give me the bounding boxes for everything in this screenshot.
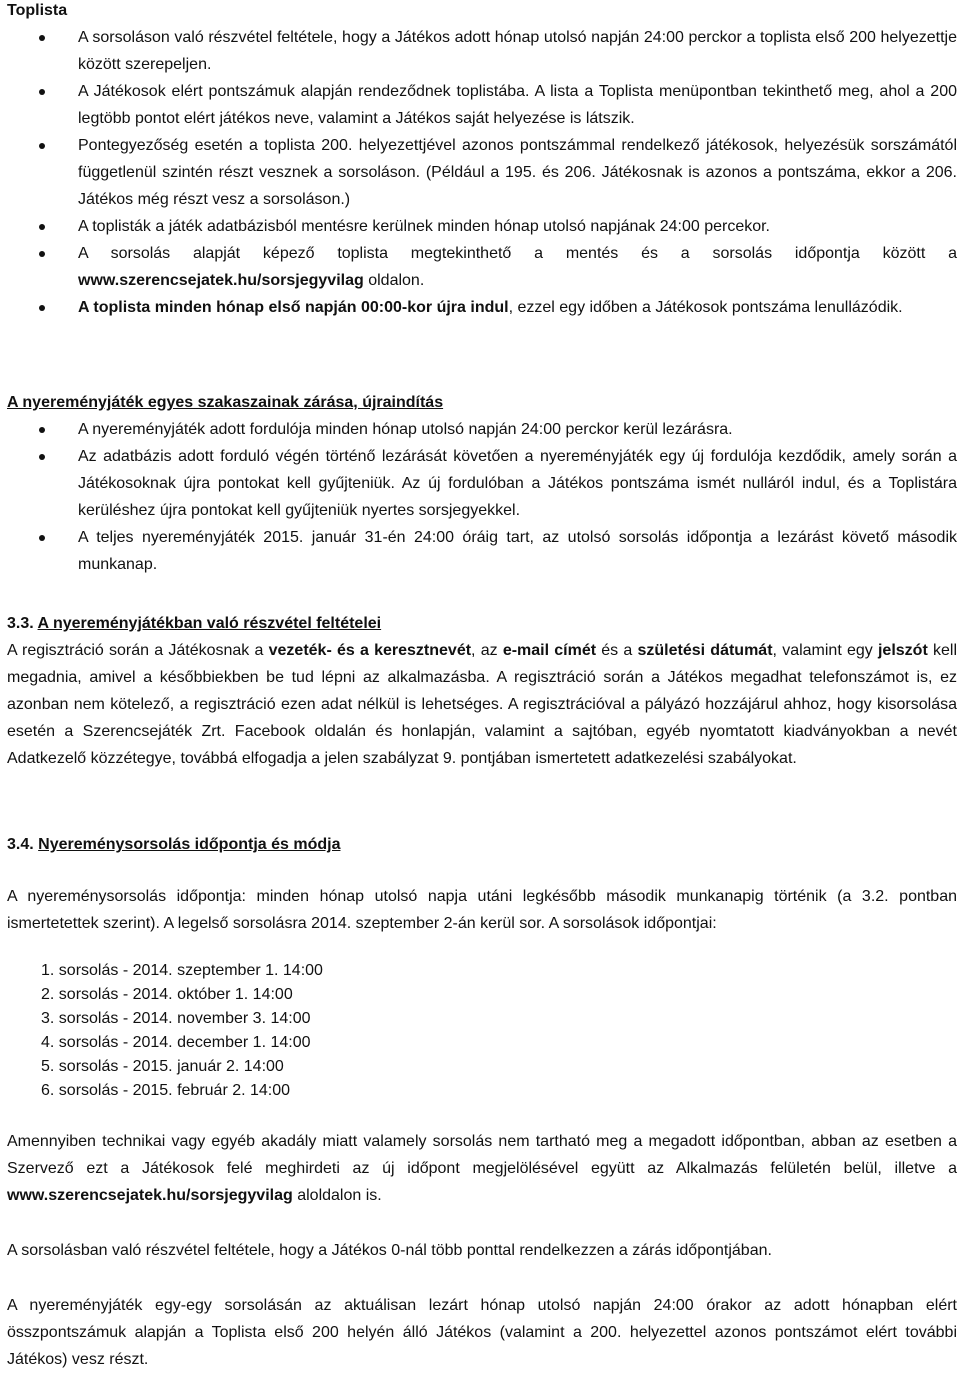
bullet-icon <box>39 143 45 149</box>
closing-section <box>7 389 957 578</box>
list-item: 1. sorsolás - 2014. szeptember 1. 14:00 <box>41 962 323 979</box>
list-item-text: Az adatbázis adott forduló végén történő lezárását követően a nyereményjáték egy új fordulója kezdődik, amely során a Játékosoknak újra pontokat kell gyűjteniük. Az új fordulóban a Játékos pontszáma ismét nulláról indul, és a Toplistára kerüléshez újra pontokat kell gyűjteniük nyertes sorsjegyekkel. <box>78 448 957 519</box>
bullet-icon <box>39 35 45 41</box>
list-item <box>7 78 957 132</box>
list-item <box>7 524 957 578</box>
section-3-3 <box>7 610 957 772</box>
toplista-section <box>7 0 957 321</box>
bullet-icon <box>39 251 45 257</box>
section-heading: Toplista <box>7 2 68 19</box>
text: aloldalon is. <box>292 1187 382 1204</box>
section-heading <box>7 610 957 637</box>
bullet-icon <box>39 427 45 433</box>
list-item-text: A sorsoláson való részvétel feltétele, hogy a Játékos adott hónap utolsó napján 24:00 perckor a toplista első 200 helyezettje között szerepeljen. <box>78 29 957 73</box>
list-item: 6. sorsolás - 2015. február 2. 14:00 <box>41 1082 291 1099</box>
text: , az <box>471 642 503 659</box>
text: , valamint egy <box>772 642 878 659</box>
text: kell megadnia, amivel a későbbiekben be tud lépni az alkalmazásba. A regisztráció során a Játékos megadhat telefonszámot is, ez azonban nem kötelező, a regisztráció ezen adat nélkül is lehetséges. A regisztrációval a pályázó hozzájárul ahhoz, hogy kisorsolása esetén a Szerencsejáték Zrt. Facebook oldalán és honlapján, valamint a sajtóban, egyéb nyomtatott kiadványokban a nevét Adatkezelő közzétegye, továbbá elfogadja a jelen szabályzat 9. pontjában ismertetett adatkezelési szabályokat. <box>7 642 957 767</box>
text: és a <box>596 642 638 659</box>
list-item <box>7 416 957 443</box>
list-item <box>7 443 957 524</box>
list-item-text: oldalon. <box>363 272 425 289</box>
text: A regisztráció során a Játékosnak a <box>7 642 269 659</box>
sorsjegyvilag-link[interactable]: www.szerencsejatek.hu/sorsjegyvilag <box>78 272 364 289</box>
section-title: Nyereménysorsolás időpontja és módja <box>38 836 341 853</box>
bullet-icon <box>39 305 45 311</box>
list-item <box>7 132 957 213</box>
list-item-text: A teljes nyereményjáték 2015. január 31-én 24:00 óráig tart, az utolsó sorsolás időpontja a lezárást követő második munkanap. <box>78 529 957 573</box>
paragraph: A sorsolásban való részvétel feltétele, hogy a Játékos 0-nál több ponttal rendelkezzen a zárás időpontjában. <box>7 1242 772 1259</box>
bullet-icon <box>39 224 45 230</box>
list-item-text: A nyereményjáték adott fordulója minden hónap utolsó napján 24:00 perckor kerül lezárásra. <box>78 421 733 438</box>
section-heading: A nyereményjáték egyes szakaszainak zárása, újraindítás <box>7 394 444 411</box>
section-number: 3.3. <box>7 615 34 632</box>
bullet-icon <box>39 535 45 541</box>
list-item-text: A Játékosok elért pontszámuk alapján rendeződnek toplistába. A lista a Toplista menüpontban tekinthető meg, ahol a 200 legtöbb pontot elért játékos neve, valamint a Játékos saját helyezése is látszik. <box>78 83 957 127</box>
bold-text: vezeték- és a keresztnevét <box>268 642 472 659</box>
section-number: 3.4. <box>7 836 34 853</box>
sorsjegyvilag-link[interactable]: www.szerencsejatek.hu/sorsjegyvilag <box>7 1187 293 1204</box>
list-item-text: A sorsolás alapját képező toplista megtekinthető a mentés és a sorsolás időpontja között a <box>78 245 957 262</box>
list-item <box>7 213 957 240</box>
section-title: A nyereményjátékban való részvétel feltételei <box>37 615 382 632</box>
paragraph <box>7 637 957 772</box>
section-heading <box>7 831 957 858</box>
list-item: 2. sorsolás - 2014. október 1. 14:00 <box>41 986 293 1003</box>
bold-text: A toplista minden hónap első napján 00:00-kor újra indul <box>78 299 509 316</box>
list-item-text: Pontegyezőség esetén a toplista 200. helyezettjével azonos pontszámmal rendelkező játékosok, helyezésük sorszámától függetlenül szintén részt vesznek a sorsoláson. (Például a 195. és 206. Játékosnak is azonos a pontszáma, ekkor a 206. Játékos még részt vesz a sorsoláson.) <box>78 137 957 208</box>
list-item <box>7 24 957 78</box>
list-item-text: , ezzel egy időben a Játékosok pontszáma lenullázódik. <box>508 299 903 316</box>
toplista-bullet-list <box>7 24 957 321</box>
paragraph <box>7 1128 957 1209</box>
list-item: 4. sorsolás - 2014. december 1. 14:00 <box>41 1034 311 1051</box>
draw-dates-list <box>7 959 957 1103</box>
list-item-text: A toplisták a játék adatbázisból mentésre kerülnek minden hónap utolsó napjának 24:00 percekor. <box>78 218 770 235</box>
paragraph: A nyereményjáték egy-egy sorsolásán az aktuálisan lezárt hónap utolsó napján 24:00 órakor az adott hónapban elért összpontszámuk alapján a Toplista első 200 helyén álló Játékos (valamint a 200. helyezettel azonos pontszámot elért további Játékos) vesz részt. <box>7 1297 957 1368</box>
bold-text: e-mail címét <box>502 642 597 659</box>
closing-bullet-list <box>7 416 957 578</box>
bold-text: jelszót <box>877 642 928 659</box>
text: Amennyiben technikai vagy egyéb akadály miatt valamely sorsolás nem tartható meg a megadott időpontban, abban az esetben a Szervező ezt a Játékosok felé meghirdeti az új időpont megjelölésével együtt az Alkalmazás felületén belül, illetve a <box>7 1133 957 1177</box>
list-item: 5. sorsolás - 2015. január 2. 14:00 <box>41 1058 284 1075</box>
paragraph: A nyereménysorsolás időpontja: minden hónap utolsó napja utáni legkésőbb második munkanapig történik (a 3.2. pontban ismertetettek szerint). A legelső sorsolásra 2014. szeptember 2-án kerül sor. A sorsolások időpontjai: <box>7 888 957 932</box>
list-item <box>7 294 957 321</box>
list-item: 3. sorsolás - 2014. november 3. 14:00 <box>41 1010 311 1027</box>
bold-text: születési dátumát <box>637 642 773 659</box>
list-item <box>7 240 957 294</box>
section-3-4 <box>7 831 957 858</box>
bullet-icon <box>39 89 45 95</box>
bullet-icon <box>39 454 45 460</box>
